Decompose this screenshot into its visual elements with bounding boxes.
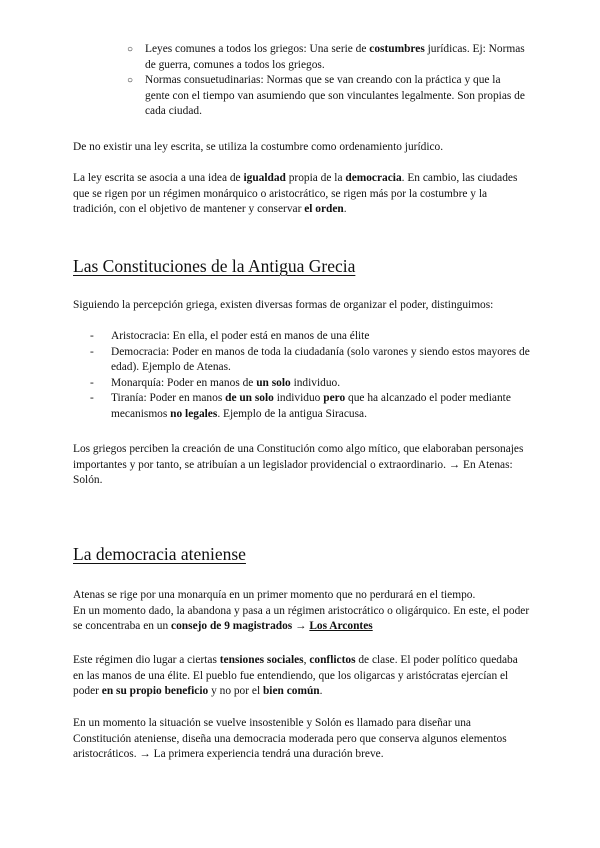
section-heading-democracia-ateniense: La democracia ateniense	[73, 544, 246, 564]
list-item	[127, 42, 527, 73]
dash-bullet-icon: -	[90, 330, 94, 342]
dash-bullet-icon: -	[90, 376, 94, 389]
dash-bullet-icon: -	[90, 392, 94, 405]
circle-bullet-icon: ○	[127, 75, 134, 87]
paragraph-solon: En un momento la situación se vuelve insostenible y Solón es llamado para diseñar una Constitución ateniense, diseña una democracia moderada pero que conserva algunos elementos aristocráticos. → La primera experiencia tendrá una duración breve.	[73, 717, 507, 761]
sub-bullet-list	[127, 42, 527, 120]
paragraph-monarquia-atenas: Atenas se rige por una monarquía en un primer momento que no perdurará en el tiempo. En un momento dado, la abandona y pasa a un régimen aristocrático o oligárquico. En este, el poder se concentraba en un consejo de 9 magistrados → Los Arcontes	[73, 589, 530, 633]
list-item-monarquia: - Monarquía: Poder en manos de un solo individuo.	[90, 376, 530, 392]
list-item	[127, 73, 527, 120]
list-item-tirania: - Tiranía: Poder en manos de un solo individuo pero que ha alcanzado el poder mediante mecanismos no legales. Ejemplo de la antigua Siracusa.	[90, 392, 511, 420]
list-item-text: Leyes comunes a todos los griegos: Una serie de costumbres jurídicas. Ej: Normas de guerra, comunes a todos los griegos.	[145, 43, 525, 71]
bold-text: costumbres	[369, 43, 425, 55]
circle-bullet-icon: ○	[127, 44, 134, 55]
paragraph-ley-escrita: La ley escrita se asocia a una idea de igualdad propia de la democracia. En cambio, las ciudades que se rigen por un régimen monárquico o aristocrático, se rigen más por la costumbre y la tradición, con el objetivo de mantener y conservar el orden.	[73, 172, 518, 216]
list-item-text: Normas consuetudinarias: Normas que se van creando con la práctica y que la gente con el tiempo van asumiendo que son vinculantes legalmente. Son propias de cada ciudad.	[145, 74, 525, 118]
paragraph-costumbre: De no existir una ley escrita, se utiliza la costumbre como ordenamiento jurídico.	[73, 141, 444, 153]
paragraph-constitucion-mitica: Los griegos perciben la creación de una Constitución como algo mítico, que elaboraban personajes importantes y por tanto, se atribuían a un legislador providencial o extraordinario. → En Atenas: Solón.	[73, 443, 524, 487]
paragraph-percepcion-griega: Siguiendo la percepción griega, existen diversas formas de organizar el poder, distinguimos:	[73, 299, 494, 311]
list-item-democracia: - Democracia: Poder en manos de toda la ciudadanía (solo varones y siendo estos mayores de edad). Ejemplo de Atenas.	[90, 345, 530, 374]
dash-bullet-icon: -	[90, 345, 94, 358]
paragraph-tensiones-sociales: Este régimen dio lugar a ciertas tensiones sociales, conflictos de clase. El poder político quedaba en las manos de una élite. El pueblo fue entendiendo, que los oligarcas y aristócratas ejercían el poder en su propio beneficio y no por el bien común.	[73, 654, 518, 698]
arcontes-link-text: Los Arcontes	[309, 620, 373, 633]
section-heading-constituciones: Las Constituciones de la Antigua Grecia	[73, 256, 356, 276]
list-item-aristocracia: - Aristocracia: En ella, el poder está en manos de una élite	[90, 329, 530, 345]
forms-of-government-list	[90, 329, 530, 423]
